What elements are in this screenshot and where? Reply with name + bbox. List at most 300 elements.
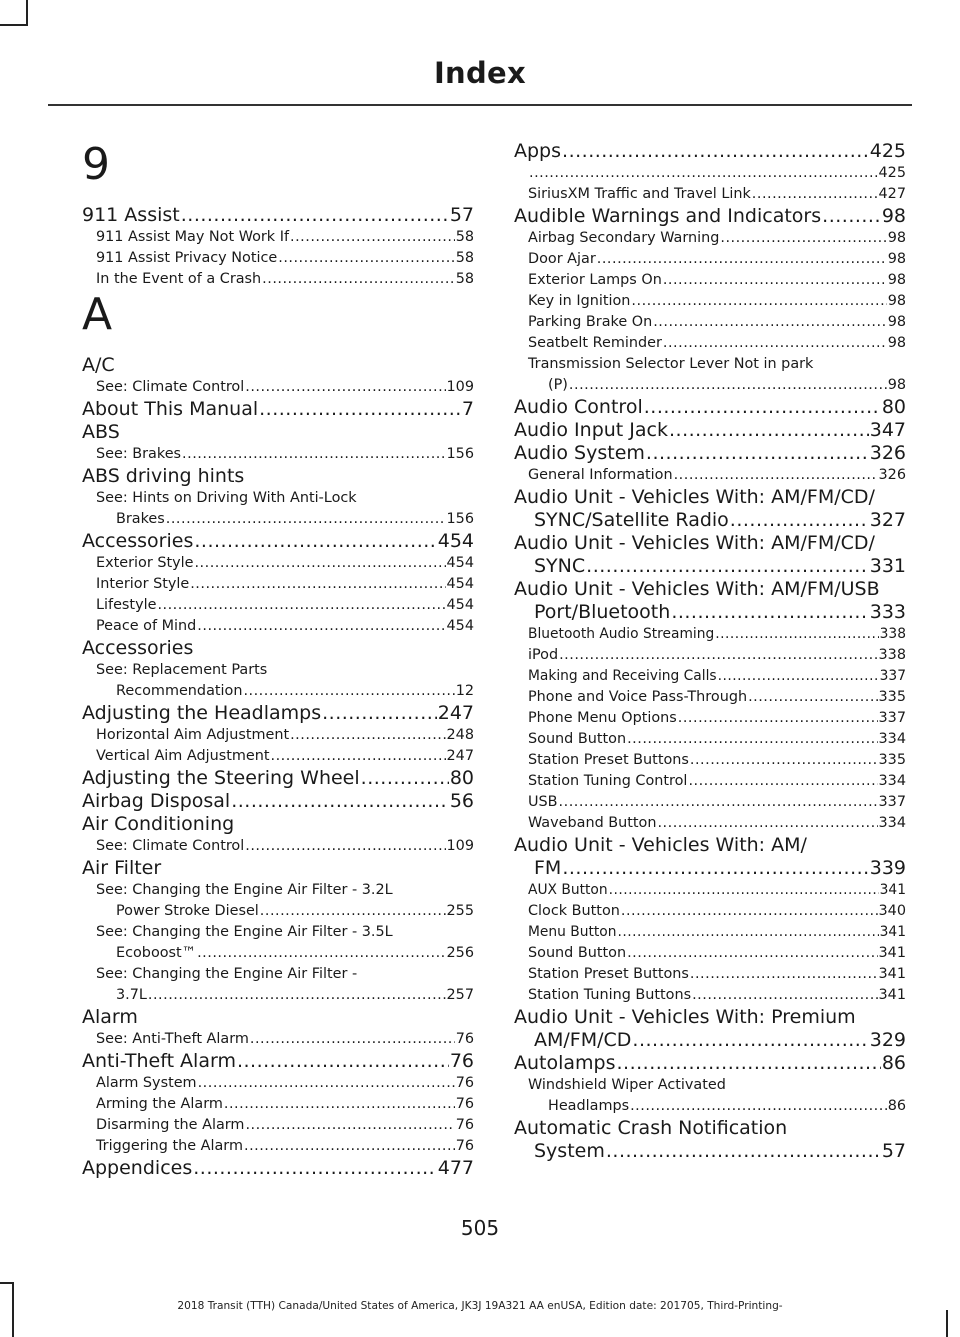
index-subentry[interactable] bbox=[82, 227, 474, 248]
index-subentry[interactable] bbox=[82, 1029, 474, 1050]
dot-leader bbox=[182, 444, 445, 465]
dot-leader bbox=[559, 645, 877, 666]
index-entry[interactable] bbox=[514, 442, 906, 465]
dot-leader bbox=[237, 1050, 449, 1073]
dot-leader bbox=[166, 509, 446, 530]
entry-page-number: 98 bbox=[887, 335, 906, 351]
index-entry[interactable] bbox=[82, 790, 474, 813]
index-subentry[interactable] bbox=[514, 792, 906, 813]
entry-page-number: 109 bbox=[446, 379, 474, 395]
dot-leader bbox=[562, 140, 869, 163]
dot-leader bbox=[290, 725, 445, 746]
index-subentry[interactable] bbox=[514, 465, 906, 486]
crop-mark-bottom-left-h bbox=[0, 1282, 14, 1284]
entry-page-number: 98 bbox=[887, 230, 906, 246]
dot-leader bbox=[674, 465, 878, 486]
entry-title: Airbag Secondary Warning bbox=[528, 230, 720, 246]
index-entry[interactable] bbox=[82, 530, 474, 553]
index-heading: A/C bbox=[82, 354, 115, 376]
entry-title: Port/Bluetooth bbox=[534, 601, 671, 623]
dot-leader bbox=[190, 574, 445, 595]
index-subentry[interactable] bbox=[514, 771, 906, 792]
dot-leader bbox=[621, 901, 878, 922]
entry-title: Power Stroke Diesel bbox=[116, 903, 259, 919]
page-title: Index bbox=[433, 56, 527, 90]
index-subheading: Transmission Selector Lever Not in park bbox=[528, 356, 814, 372]
entry-page-number: 335 bbox=[878, 689, 906, 705]
index-subentry[interactable] bbox=[514, 666, 906, 687]
edition-footer: 2018 Transit (TTH) Canada/United States of America, JK3J 19A321 AA enUSA, Edition date: 201705, Third-Printing- bbox=[177, 1300, 783, 1312]
dot-leader bbox=[197, 943, 445, 964]
dot-leader bbox=[322, 702, 437, 725]
dot-leader bbox=[194, 530, 436, 553]
index-entry-continuation[interactable] bbox=[514, 509, 906, 532]
entry-title: Bluetooth Audio Streaming bbox=[528, 626, 715, 642]
index-subentry[interactable] bbox=[82, 1073, 474, 1094]
dot-leader bbox=[692, 985, 877, 1006]
entry-title: USB bbox=[528, 794, 558, 810]
index-subentry[interactable] bbox=[82, 553, 474, 574]
index-subentry-continuation[interactable] bbox=[514, 1096, 906, 1117]
entry-page-number: 98 bbox=[887, 314, 906, 330]
dot-leader bbox=[669, 419, 869, 442]
entry-page-number: 341 bbox=[879, 924, 906, 940]
dot-leader bbox=[653, 312, 886, 333]
index-subheading: See: Replacement Parts bbox=[96, 662, 268, 678]
index-heading: Alarm bbox=[82, 1006, 138, 1028]
crop-mark-top-left-h bbox=[0, 24, 28, 26]
entry-page-number: 109 bbox=[446, 838, 474, 854]
index-subentry[interactable] bbox=[514, 645, 906, 666]
entry-page-number: 57 bbox=[881, 1140, 906, 1162]
dot-leader bbox=[730, 509, 869, 532]
dot-leader bbox=[569, 375, 887, 396]
index-subentry-continuation[interactable] bbox=[514, 375, 906, 396]
entry-title: AUX Button bbox=[528, 882, 608, 898]
entry-title: Alarm System bbox=[96, 1075, 197, 1091]
entry-title: Headlamps bbox=[548, 1098, 630, 1114]
entry-title: Menu Button bbox=[528, 924, 617, 940]
entry-page-number: 76 bbox=[455, 1117, 474, 1133]
dot-leader bbox=[752, 184, 878, 205]
index-subentry[interactable] bbox=[514, 750, 906, 771]
index-subentry[interactable] bbox=[514, 922, 906, 943]
dot-leader bbox=[250, 1029, 455, 1050]
dot-leader bbox=[657, 813, 877, 834]
index-entry[interactable] bbox=[82, 1157, 474, 1180]
entry-title: Key in Ignition bbox=[528, 293, 631, 309]
entry-title: Disarming the Alarm bbox=[96, 1117, 245, 1133]
entry-title: Seatbelt Reminder bbox=[528, 335, 662, 351]
index-entry[interactable] bbox=[514, 1052, 906, 1075]
entry-title: Sound Button bbox=[528, 731, 627, 747]
entry-page-number: 12 bbox=[455, 683, 474, 699]
entry-title: Exterior Lamps On bbox=[528, 272, 662, 288]
entry-title: Adjusting the Headlamps bbox=[82, 702, 322, 724]
entry-title: See: Climate Control bbox=[96, 838, 245, 854]
entry-title: Arming the Alarm bbox=[96, 1096, 223, 1112]
entry-page-number: 58 bbox=[455, 229, 474, 245]
entry-title: iPod bbox=[528, 647, 559, 663]
index-entry-continuation[interactable] bbox=[514, 1029, 906, 1052]
entry-title: Accessories bbox=[82, 530, 194, 552]
entry-title: General Information bbox=[528, 467, 673, 483]
dot-leader bbox=[290, 227, 455, 248]
index-subentry-continuation[interactable] bbox=[82, 985, 474, 1006]
index-subentry-continuation[interactable] bbox=[82, 509, 474, 530]
dot-leader bbox=[627, 729, 877, 750]
entry-page-number: 76 bbox=[455, 1096, 474, 1112]
entry-title: 911 Assist May Not Work If bbox=[96, 229, 290, 245]
entry-title: Autolamps bbox=[514, 1052, 616, 1074]
entry-title: Adjusting the Steering Wheel bbox=[82, 767, 360, 789]
entry-page-number: 80 bbox=[449, 767, 474, 789]
index-heading: Audio Unit - Vehicles With: AM/FM/CD/ bbox=[514, 486, 875, 508]
index-entry[interactable] bbox=[82, 767, 474, 790]
entry-title: Apps bbox=[514, 140, 562, 162]
entry-page-number: 338 bbox=[878, 647, 906, 663]
entry-page-number: 329 bbox=[869, 1029, 906, 1051]
entry-title: Phone Menu Options bbox=[528, 710, 677, 726]
dot-leader bbox=[632, 1029, 868, 1052]
entry-title: Anti-Theft Alarm bbox=[82, 1050, 236, 1072]
entry-title: AM/FM/CD bbox=[534, 1029, 632, 1051]
entry-page-number: 98 bbox=[887, 251, 906, 267]
index-subentry[interactable] bbox=[82, 574, 474, 595]
index-subentry[interactable] bbox=[514, 291, 906, 312]
entry-title: Interior Style bbox=[96, 576, 190, 592]
entry-page-number: 425 bbox=[869, 140, 906, 162]
entry-title: Waveband Button bbox=[528, 815, 657, 831]
entry-title: Station Preset Buttons bbox=[528, 752, 689, 768]
dot-leader bbox=[197, 616, 445, 637]
dot-leader bbox=[361, 767, 449, 790]
entry-title: Door Ajar bbox=[528, 251, 596, 267]
entry-page-number: 334 bbox=[878, 731, 906, 747]
entry-page-number: 86 bbox=[881, 1052, 906, 1074]
index-subentry[interactable] bbox=[514, 333, 906, 354]
entry-page-number: 326 bbox=[878, 467, 906, 483]
dot-leader bbox=[748, 687, 877, 708]
entry-page-number: 427 bbox=[878, 186, 906, 202]
entry-title: SYNC bbox=[534, 555, 586, 577]
entry-page-number: 333 bbox=[869, 601, 906, 623]
dot-leader bbox=[631, 291, 886, 312]
dot-leader bbox=[181, 204, 449, 227]
dot-leader bbox=[224, 1094, 455, 1115]
entry-title: SiriusXM Traffic and Travel Link bbox=[528, 186, 751, 202]
index-subentry[interactable] bbox=[514, 729, 906, 750]
dot-leader bbox=[720, 228, 886, 249]
dot-leader bbox=[278, 248, 454, 269]
index-entry[interactable] bbox=[514, 140, 906, 163]
index-subentry[interactable] bbox=[82, 725, 474, 746]
index-entry[interactable] bbox=[82, 204, 474, 227]
index-subentry[interactable] bbox=[514, 813, 906, 834]
crop-mark-bottom-right bbox=[946, 1310, 948, 1337]
index-column-left bbox=[82, 140, 474, 1180]
index-subentry[interactable] bbox=[514, 228, 906, 249]
index-subentry[interactable] bbox=[82, 377, 474, 398]
dot-leader bbox=[245, 836, 445, 857]
entry-title: Ecoboost™ bbox=[116, 945, 197, 961]
index-entry[interactable] bbox=[82, 702, 474, 725]
entry-title: Station Preset Buttons bbox=[528, 966, 689, 982]
entry-title: Sound Button bbox=[528, 945, 627, 961]
index-letter-heading: A bbox=[82, 289, 113, 340]
index-entry[interactable] bbox=[514, 205, 906, 228]
entry-page-number: 340 bbox=[878, 903, 906, 919]
entry-page-number: 335 bbox=[878, 752, 906, 768]
index-subentry-continuation[interactable] bbox=[82, 943, 474, 964]
index-column-right bbox=[514, 140, 906, 1163]
dot-leader bbox=[688, 771, 877, 792]
entry-page-number: 341 bbox=[878, 987, 906, 1003]
index-entry[interactable] bbox=[514, 419, 906, 442]
entry-title: Triggering the Alarm bbox=[96, 1138, 243, 1154]
dot-leader bbox=[586, 555, 869, 578]
index-heading: Audio Unit - Vehicles With: Premium bbox=[514, 1006, 856, 1028]
entry-title: Brakes bbox=[116, 511, 165, 527]
entry-page-number: 337 bbox=[878, 710, 906, 726]
index-subentry[interactable] bbox=[514, 708, 906, 729]
index-entry-continuation[interactable] bbox=[514, 1140, 906, 1163]
entry-title: Audio System bbox=[514, 442, 645, 464]
entry-page-number: 58 bbox=[455, 271, 474, 287]
entry-page-number: 454 bbox=[437, 530, 474, 552]
dot-leader bbox=[609, 880, 879, 901]
index-subentry[interactable] bbox=[514, 312, 906, 333]
entry-page-number: 76 bbox=[455, 1031, 474, 1047]
entry-title: Station Tuning Control bbox=[528, 773, 688, 789]
entry-page-number: 98 bbox=[887, 377, 906, 393]
index-letter-heading: 9 bbox=[82, 139, 110, 190]
dot-leader bbox=[617, 1052, 881, 1075]
index-subentry[interactable] bbox=[82, 836, 474, 857]
entry-title: About This Manual bbox=[82, 398, 259, 420]
entry-page-number: 337 bbox=[879, 668, 906, 684]
dot-leader bbox=[715, 624, 878, 645]
dot-leader bbox=[198, 1073, 455, 1094]
entry-title: Parking Brake On bbox=[528, 314, 653, 330]
dot-leader bbox=[194, 553, 445, 574]
index-entry-continuation[interactable] bbox=[514, 555, 906, 578]
dot-leader bbox=[678, 708, 878, 729]
index-subentry[interactable] bbox=[82, 616, 474, 637]
dot-leader bbox=[271, 746, 446, 767]
dot-leader bbox=[193, 1157, 437, 1180]
entry-title: Making and Receiving Calls bbox=[528, 668, 717, 684]
index-subentry[interactable] bbox=[514, 687, 906, 708]
index-heading: Air Filter bbox=[82, 857, 162, 879]
entry-title: Recommendation bbox=[116, 683, 243, 699]
entry-page-number: 425 bbox=[878, 165, 906, 181]
entry-title: Audio Control bbox=[514, 396, 643, 418]
entry-title: Vertical Aim Adjustment bbox=[96, 748, 270, 764]
entry-page-number: 454 bbox=[446, 576, 474, 592]
entry-page-number: 56 bbox=[449, 790, 474, 812]
entry-title: Peace of Mind bbox=[96, 618, 197, 634]
index-subentry[interactable] bbox=[82, 746, 474, 767]
dot-leader bbox=[562, 857, 868, 880]
index-subentry[interactable] bbox=[82, 1094, 474, 1115]
entry-page-number: 98 bbox=[887, 293, 906, 309]
index-subentry[interactable] bbox=[514, 249, 906, 270]
entry-page-number: 98 bbox=[887, 272, 906, 288]
entry-page-number: 257 bbox=[446, 987, 474, 1003]
index-entry[interactable] bbox=[82, 398, 474, 421]
dot-leader bbox=[597, 249, 887, 270]
entry-title: Appendices bbox=[82, 1157, 193, 1179]
index-entry-continuation[interactable] bbox=[514, 601, 906, 624]
entry-title: SYNC/Satellite Radio bbox=[534, 509, 729, 531]
index-entry-continuation[interactable] bbox=[514, 857, 906, 880]
index-subentry[interactable] bbox=[514, 270, 906, 291]
index-heading: ABS bbox=[82, 421, 120, 443]
index-heading: Automatic Crash Notification bbox=[514, 1117, 788, 1139]
entry-page-number: 341 bbox=[878, 945, 906, 961]
index-subentry[interactable] bbox=[514, 624, 906, 645]
entry-page-number: 347 bbox=[869, 419, 906, 441]
dot-leader bbox=[148, 985, 446, 1006]
entry-title: (P) bbox=[548, 377, 568, 393]
index-subentry[interactable] bbox=[82, 1136, 474, 1157]
entry-title: See: Anti-Theft Alarm bbox=[96, 1031, 249, 1047]
index-subentry[interactable] bbox=[514, 943, 906, 964]
entry-title: Lifestyle bbox=[96, 597, 157, 613]
index-subheading: See: Changing the Engine Air Filter - bbox=[96, 966, 358, 982]
dot-leader bbox=[157, 595, 445, 616]
entry-title: FM bbox=[534, 857, 562, 879]
index-subentry[interactable] bbox=[82, 1115, 474, 1136]
entry-page-number: 454 bbox=[446, 618, 474, 634]
entry-page-number: 57 bbox=[449, 204, 474, 226]
dot-leader bbox=[663, 333, 887, 354]
entry-page-number: 156 bbox=[446, 446, 474, 462]
entry-page-number: 341 bbox=[879, 882, 906, 898]
dot-leader bbox=[690, 750, 878, 771]
entry-page-number: 334 bbox=[878, 773, 906, 789]
index-subentry[interactable] bbox=[514, 163, 906, 184]
entry-page-number: 477 bbox=[437, 1157, 474, 1179]
entry-title: See: Brakes bbox=[96, 446, 182, 462]
entry-title: 911 Assist Privacy Notice bbox=[96, 250, 278, 266]
index-subheading: See: Changing the Engine Air Filter - 3.5L bbox=[96, 924, 393, 940]
index-subentry-continuation[interactable] bbox=[82, 681, 474, 702]
entry-page-number: 156 bbox=[446, 511, 474, 527]
index-entry[interactable] bbox=[82, 1050, 474, 1073]
dot-leader bbox=[646, 442, 869, 465]
entry-title: See: Climate Control bbox=[96, 379, 245, 395]
dot-leader bbox=[259, 398, 461, 421]
dot-leader bbox=[718, 666, 879, 687]
entry-title: 911 Assist bbox=[82, 204, 180, 226]
index-subentry[interactable] bbox=[82, 248, 474, 269]
dot-leader bbox=[245, 1115, 454, 1136]
entry-title: Phone and Voice Pass-Through bbox=[528, 689, 748, 705]
dot-leader bbox=[663, 270, 887, 291]
entry-title: 3.7L bbox=[116, 987, 147, 1003]
index-entry[interactable] bbox=[514, 396, 906, 419]
entry-page-number: 76 bbox=[455, 1138, 474, 1154]
entry-page-number: 334 bbox=[878, 815, 906, 831]
dot-leader bbox=[630, 1096, 887, 1117]
entry-title: Exterior Style bbox=[96, 555, 194, 571]
entry-page-number: 76 bbox=[455, 1075, 474, 1091]
dot-leader bbox=[606, 1140, 881, 1163]
entry-page-number: 247 bbox=[437, 702, 474, 724]
entry-page-number: 248 bbox=[446, 727, 474, 743]
index-subentry[interactable] bbox=[514, 964, 906, 985]
dot-leader bbox=[617, 922, 878, 943]
entry-page-number: 86 bbox=[887, 1098, 906, 1114]
entry-page-number: 7 bbox=[461, 398, 474, 420]
dot-leader bbox=[529, 163, 878, 184]
dot-leader bbox=[244, 1136, 455, 1157]
entry-title: Audible Warnings and Indicators bbox=[514, 205, 822, 227]
entry-title: Horizontal Aim Adjustment bbox=[96, 727, 290, 743]
entry-page-number: 338 bbox=[879, 626, 906, 642]
entry-page-number: 80 bbox=[881, 396, 906, 418]
entry-title: Airbag Disposal bbox=[82, 790, 231, 812]
index-heading: Accessories bbox=[82, 637, 194, 659]
index-heading: Audio Unit - Vehicles With: AM/ bbox=[514, 834, 807, 856]
entry-title: System bbox=[534, 1140, 605, 1162]
dot-leader bbox=[671, 601, 868, 624]
index-heading: Audio Unit - Vehicles With: AM/FM/CD/ bbox=[514, 532, 875, 554]
entry-page-number: 76 bbox=[449, 1050, 474, 1072]
index-subentry[interactable] bbox=[82, 444, 474, 465]
entry-page-number: 98 bbox=[881, 205, 906, 227]
entry-page-number: 454 bbox=[446, 555, 474, 571]
index-subentry[interactable] bbox=[514, 901, 906, 922]
dot-leader bbox=[559, 792, 878, 813]
entry-title: In the Event of a Crash bbox=[96, 271, 262, 287]
index-subentry[interactable] bbox=[82, 269, 474, 290]
entry-title: Station Tuning Buttons bbox=[528, 987, 692, 1003]
entry-title: Clock Button bbox=[528, 903, 620, 919]
entry-title: Audio Input Jack bbox=[514, 419, 668, 441]
dot-leader bbox=[627, 943, 877, 964]
entry-page-number: 337 bbox=[878, 794, 906, 810]
dot-leader bbox=[262, 269, 455, 290]
index-subheading: See: Changing the Engine Air Filter - 3.2L bbox=[96, 882, 393, 898]
dot-leader bbox=[260, 901, 446, 922]
index-subentry-continuation[interactable] bbox=[82, 901, 474, 922]
entry-page-number: 326 bbox=[869, 442, 906, 464]
index-subheading: See: Hints on Driving With Anti-Lock bbox=[96, 490, 357, 506]
dot-leader bbox=[243, 681, 454, 702]
index-subentry[interactable] bbox=[514, 184, 906, 205]
entry-page-number: 247 bbox=[446, 748, 474, 764]
entry-page-number: 454 bbox=[446, 597, 474, 613]
entry-page-number: 256 bbox=[446, 945, 474, 961]
header-rule bbox=[48, 104, 912, 106]
dot-leader bbox=[690, 964, 878, 985]
index-subentry[interactable] bbox=[514, 985, 906, 1006]
entry-page-number: 341 bbox=[878, 966, 906, 982]
index-heading: ABS driving hints bbox=[82, 465, 245, 487]
dot-leader bbox=[822, 205, 881, 228]
entry-page-number: 339 bbox=[869, 857, 906, 879]
entry-page-number: 331 bbox=[869, 555, 906, 577]
index-subentry[interactable] bbox=[514, 880, 906, 901]
index-subentry[interactable] bbox=[82, 595, 474, 616]
index-subheading: Windshield Wiper Activated bbox=[528, 1077, 726, 1093]
entry-page-number: 255 bbox=[446, 903, 474, 919]
dot-leader bbox=[245, 377, 445, 398]
entry-page-number: 327 bbox=[869, 509, 906, 531]
